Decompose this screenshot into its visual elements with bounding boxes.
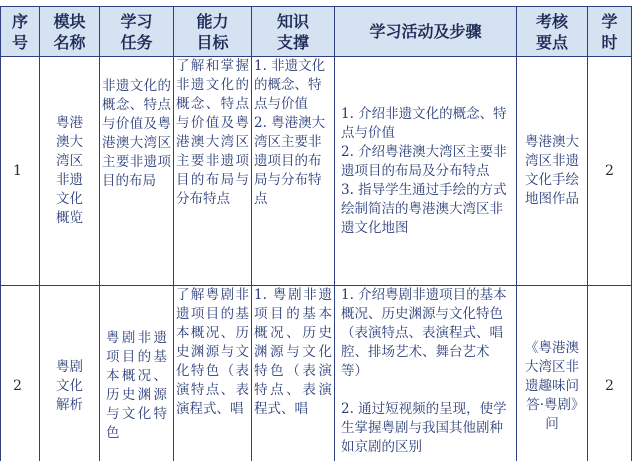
learning-task: 粤剧非遗项目的基本概况、历史渊源与文化特色 bbox=[100, 286, 174, 461]
header-no: 序 号 bbox=[1, 7, 40, 57]
module-name: 粤港 澳大 湾区 非遗 文化 概览 bbox=[40, 57, 100, 286]
learning-task: 非遗文化的概念、特点与价值及粤港澳大湾区主要非遗项目的布局 bbox=[100, 57, 174, 286]
header-knowledge: 知识 支撑 bbox=[252, 7, 335, 57]
ability-goal: 了解粤剧非遗项目的基本概况、历史渊源与文化特色（表演特点、表演程式、唱 bbox=[174, 286, 252, 461]
ability-goal: 了解和掌握非遗文化的概念、特点与价值及粤港澳大湾区主要非遗项目的布局与分布特点 bbox=[174, 57, 252, 286]
learning-activities: 1. 介绍粤剧非遗项目的基本概况、历史渊源与文化特色（表演特点、表演程式、唱腔、排场艺术、舞台艺术等） 2. 通过短视频的呈现，使学生掌握粤剧与我国其他剧种如京剧的区别 bbox=[335, 286, 517, 461]
table-row bbox=[1, 286, 632, 461]
assessment-point: 《粤港澳大湾区非遗趣味问答·粤剧》问 bbox=[517, 286, 588, 461]
table-row bbox=[1, 57, 632, 286]
knowledge-support: 1. 非遗文化的概念、特点与价值 2. 粤港澳大湾区主要非遗项目的布局与分布特点 bbox=[252, 57, 335, 286]
row-no: 2 bbox=[1, 286, 40, 461]
course-table bbox=[0, 6, 632, 461]
module-name: 粤剧 文化 解析 bbox=[40, 286, 100, 461]
assessment-point: 粤港澳大湾区非遗文化手绘地图作品 bbox=[517, 57, 588, 286]
hours: 2 bbox=[588, 286, 632, 461]
row-no: 1 bbox=[1, 57, 40, 286]
header-hours: 学 时 bbox=[588, 7, 632, 57]
header-task: 学习 任务 bbox=[100, 7, 174, 57]
header-assessment: 考核 要点 bbox=[517, 7, 588, 57]
header-activities: 学习活动及步骤 bbox=[335, 7, 517, 57]
header-ability: 能力 目标 bbox=[174, 7, 252, 57]
hours: 2 bbox=[588, 57, 632, 286]
header-row bbox=[1, 7, 632, 57]
header-module: 模块 名称 bbox=[40, 7, 100, 57]
knowledge-support: 1. 粤剧非遗项目的基本概况、历史渊源与文化特色（表演特点、表演程式、唱 bbox=[252, 286, 335, 461]
learning-activities: 1. 介绍非遗文化的概念、特点与价值 2. 介绍粤港澳大湾区主要非遗项目的布局及分布特点 3. 指导学生通过手绘的方式绘制简洁的粤港澳大湾区非遗文化地图 bbox=[335, 57, 517, 286]
